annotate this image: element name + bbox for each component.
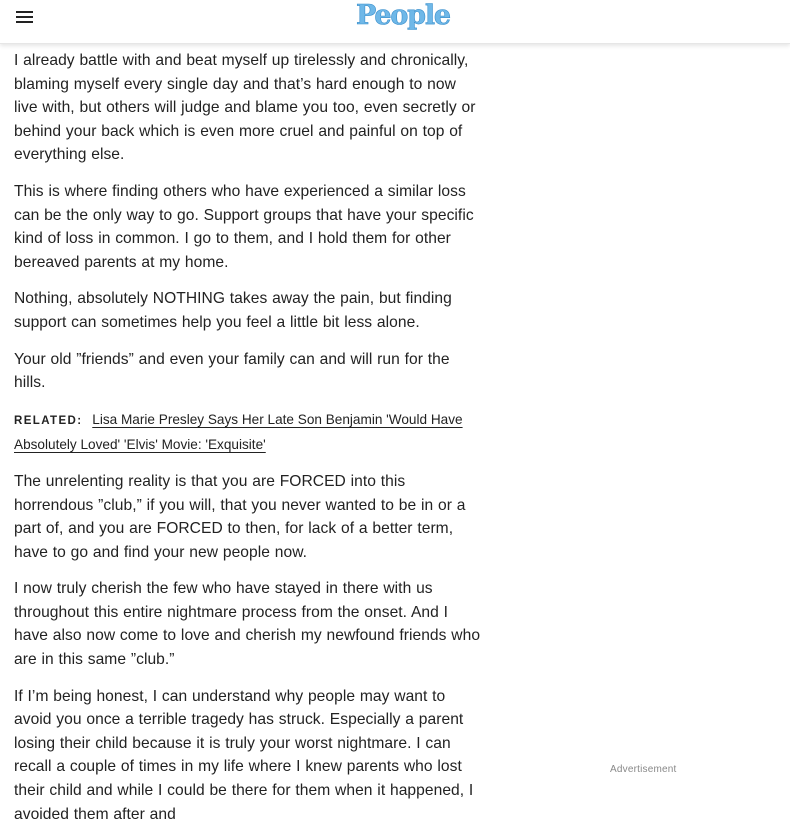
related-article-link[interactable]: Lisa Marie Presley Says Her Late Son Benjamin 'Would Have Absolutely Loved' 'Elvis' Movie: 'Exquisite' [14, 411, 463, 453]
related-article [14, 408, 484, 457]
menu-line [16, 11, 33, 13]
article-paragraph: The unrelenting reality is that you are FORCED into this horrendous ”club,” if you will, that you never wanted to be in or a part of, and you are FORCED to then, for lack of a better term, have to go and find your new people now. [14, 472, 466, 561]
article-body [14, 49, 484, 839]
site-header [0, 0, 790, 44]
article-paragraph: This is where finding others who have experienced a similar loss can be the only way to go. Support groups that have your specific kind of loss in common. I go to them, and I hold them for other bereaved parents at my home. [14, 182, 474, 271]
article-paragraph: Nothing, absolutely NOTHING takes away the pain, but finding support can sometimes help you feel a little bit less alone. [14, 290, 452, 331]
article-paragraph: If I’m being honest, I can understand why people may want to avoid you once a terrible tragedy has struck. Especially a parent losing their child because it is truly your worst nightmare. I can recall a couple of times in my life where I knew parents who lost their child and while I could be there for them when it happened, I avoided them after and [14, 687, 474, 823]
related-label: RELATED: [14, 414, 83, 427]
article-paragraph: I now truly cherish the few who have stayed in there with us throughout this entire nightmare process from the onset. And I have also now come to love and cherish my newfound friends who are in this same ”club.” [14, 580, 481, 669]
menu-line [16, 21, 33, 23]
menu-line [16, 16, 33, 18]
advertisement-label: Advertisement [610, 764, 677, 775]
people-logo[interactable]: People [356, 0, 450, 31]
article-paragraph: I already battle with and beat myself up tirelessly and chronically, blaming myself every single day and that’s hard enough to now live with, but others will judge and blame you too, even secretly or behind your back which is even more cruel and painful on top of everything else. [14, 52, 476, 164]
hamburger-menu-icon[interactable] [12, 6, 38, 28]
article-paragraph: Your old ”friends” and even your family can and will run for the hills. [14, 350, 450, 392]
